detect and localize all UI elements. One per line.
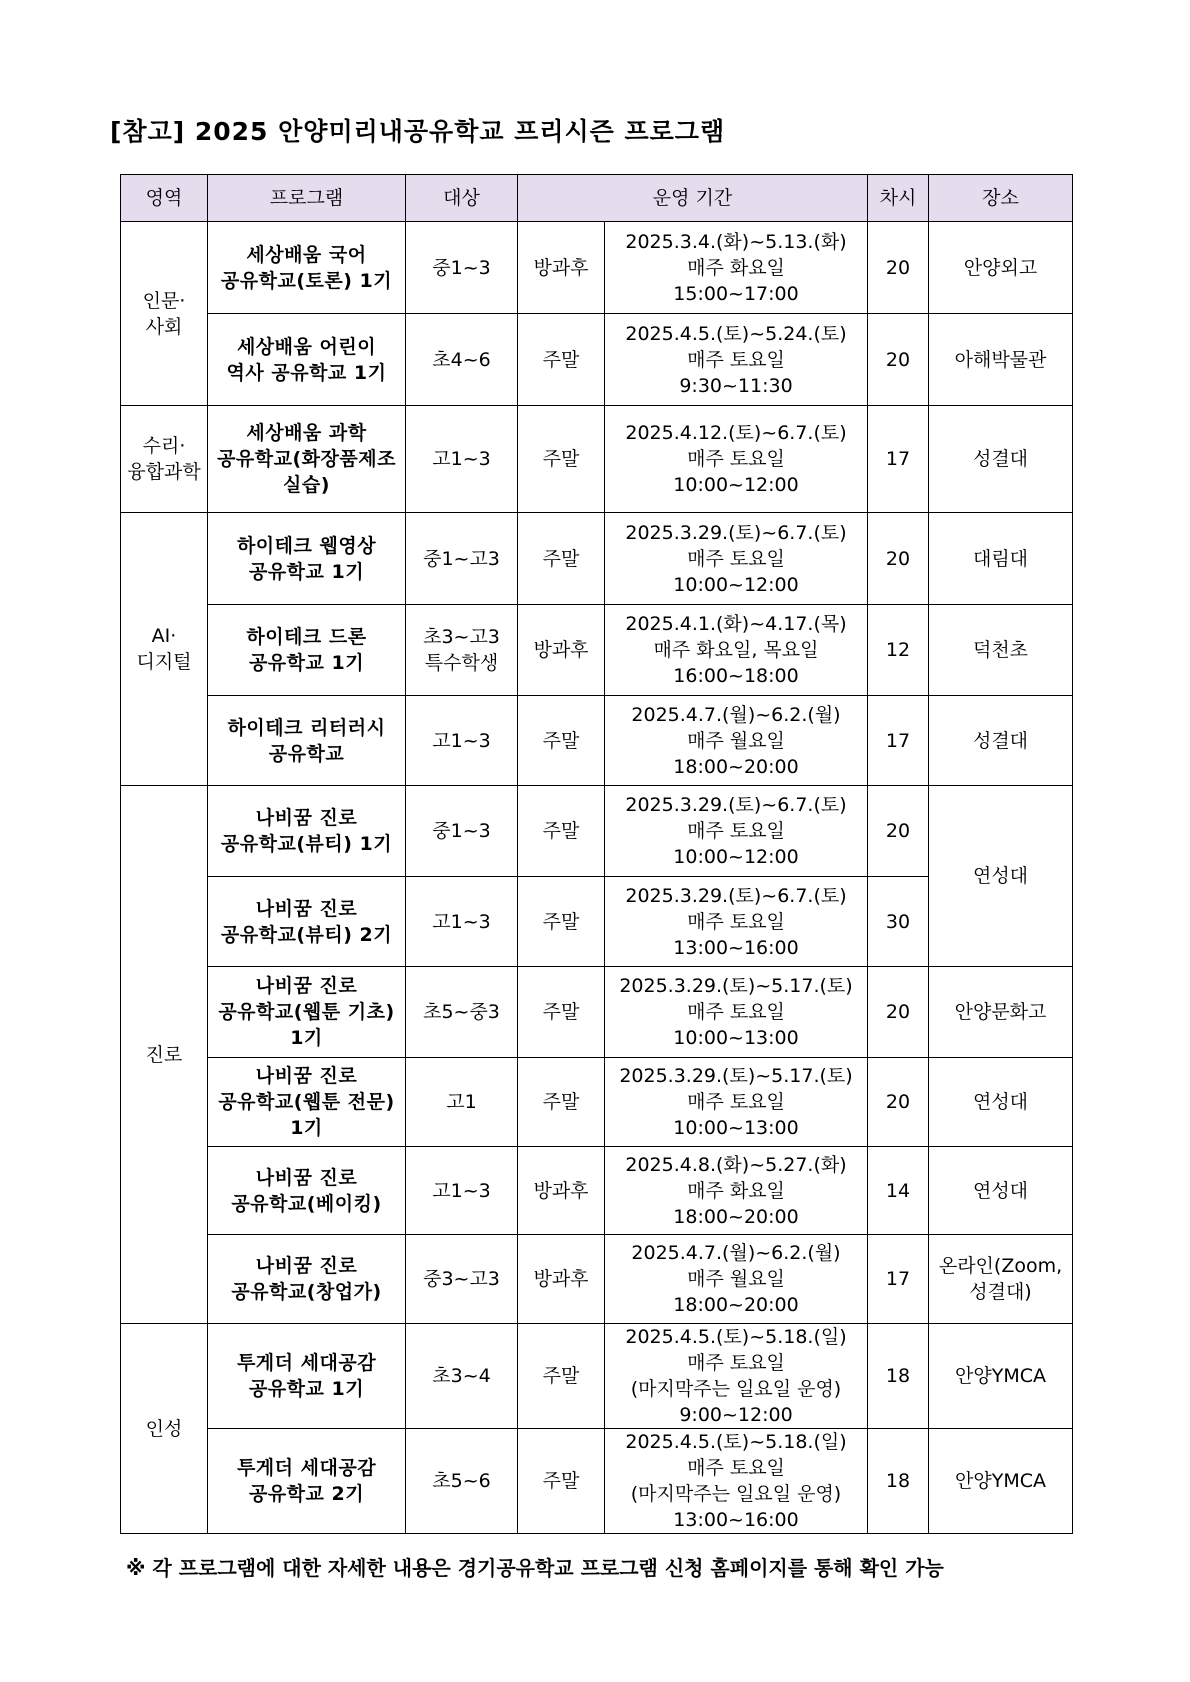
table-row xyxy=(121,1429,1073,1534)
place-cell: 연성대 xyxy=(929,1147,1073,1235)
place-cell: 아해박물관 xyxy=(929,314,1073,406)
place-cell: 안양문화고 xyxy=(929,967,1073,1058)
target-cell: 초4~6 xyxy=(406,314,518,406)
header-target: 대상 xyxy=(406,175,518,222)
period-cell: 2025.3.29.(토)~6.7.(토) 매주 토요일 10:00~12:00 xyxy=(605,513,868,605)
table-row xyxy=(121,1058,1073,1147)
place-cell: 온라인(Zoom, 성결대) xyxy=(929,1235,1073,1324)
table-row xyxy=(121,1324,1073,1429)
area-cell: AI· 디지털 xyxy=(121,513,208,786)
period-cell: 2025.4.5.(토)~5.18.(일) 매주 토요일 (마지막주는 일요일 운영) 13:00~16:00 xyxy=(605,1429,868,1534)
program-cell: 나비꿈 진로 공유학교(창업가) xyxy=(208,1235,406,1324)
period-cell: 2025.4.12.(토)~6.7.(토) 매주 토요일 10:00~12:00 xyxy=(605,406,868,513)
sessions-cell: 30 xyxy=(868,877,929,967)
type-cell: 방과후 xyxy=(518,1235,605,1324)
type-cell: 주말 xyxy=(518,1058,605,1147)
header-period: 운영 기간 xyxy=(518,175,868,222)
type-cell: 주말 xyxy=(518,1324,605,1429)
target-cell: 중1~3 xyxy=(406,222,518,314)
table-row xyxy=(121,967,1073,1058)
header-place: 장소 xyxy=(929,175,1073,222)
area-cell: 진로 xyxy=(121,786,208,1324)
header-row xyxy=(121,175,1073,222)
place-cell: 덕천초 xyxy=(929,605,1073,696)
table-row xyxy=(121,406,1073,513)
sessions-cell: 18 xyxy=(868,1324,929,1429)
type-cell: 방과후 xyxy=(518,222,605,314)
period-cell: 2025.4.1.(화)~4.17.(목) 매주 화요일, 목요일 16:00~18:00 xyxy=(605,605,868,696)
program-cell: 하이테크 웹영상 공유학교 1기 xyxy=(208,513,406,605)
period-cell: 2025.3.29.(토)~6.7.(토) 매주 토요일 10:00~12:00 xyxy=(605,786,868,877)
sessions-cell: 20 xyxy=(868,222,929,314)
table-row xyxy=(121,786,1073,877)
header-area: 영역 xyxy=(121,175,208,222)
sessions-cell: 20 xyxy=(868,314,929,406)
period-cell: 2025.3.29.(토)~5.17.(토) 매주 토요일 10:00~13:00 xyxy=(605,1058,868,1147)
sessions-cell: 20 xyxy=(868,513,929,605)
place-cell: 안양외고 xyxy=(929,222,1073,314)
table-row xyxy=(121,696,1073,786)
target-cell: 고1 xyxy=(406,1058,518,1147)
period-cell: 2025.4.5.(토)~5.18.(일) 매주 토요일 (마지막주는 일요일 운영) 9:00~12:00 xyxy=(605,1324,868,1429)
table-row xyxy=(121,513,1073,605)
place-cell: 안양YMCA xyxy=(929,1429,1073,1534)
period-cell: 2025.3.29.(토)~6.7.(토) 매주 토요일 13:00~16:00 xyxy=(605,877,868,967)
type-cell: 방과후 xyxy=(518,605,605,696)
program-cell: 세상배움 국어 공유학교(토론) 1기 xyxy=(208,222,406,314)
type-cell: 주말 xyxy=(518,314,605,406)
program-cell: 나비꿈 진로 공유학교(뷰티) 1기 xyxy=(208,786,406,877)
target-cell: 초3~4 xyxy=(406,1324,518,1429)
program-cell: 세상배움 어린이 역사 공유학교 1기 xyxy=(208,314,406,406)
type-cell: 주말 xyxy=(518,406,605,513)
program-cell: 나비꿈 진로 공유학교(뷰티) 2기 xyxy=(208,877,406,967)
place-cell: 성결대 xyxy=(929,406,1073,513)
type-cell: 주말 xyxy=(518,967,605,1058)
target-cell: 고1~3 xyxy=(406,696,518,786)
target-cell: 중1~고3 xyxy=(406,513,518,605)
sessions-cell: 14 xyxy=(868,1147,929,1235)
program-cell: 나비꿈 진로 공유학교(웹툰 기초) 1기 xyxy=(208,967,406,1058)
period-cell: 2025.4.5.(토)~5.24.(토) 매주 토요일 9:30~11:30 xyxy=(605,314,868,406)
place-cell: 성결대 xyxy=(929,696,1073,786)
area-cell: 인성 xyxy=(121,1324,208,1534)
target-cell: 고1~3 xyxy=(406,877,518,967)
type-cell: 주말 xyxy=(518,786,605,877)
type-cell: 주말 xyxy=(518,513,605,605)
program-cell: 세상배움 과학 공유학교(화장품제조 실습) xyxy=(208,406,406,513)
period-cell: 2025.4.7.(월)~6.2.(월) 매주 월요일 18:00~20:00 xyxy=(605,1235,868,1324)
place-cell: 연성대 xyxy=(929,1058,1073,1147)
program-cell: 나비꿈 진로 공유학교(베이킹) xyxy=(208,1147,406,1235)
sessions-cell: 20 xyxy=(868,786,929,877)
target-cell: 고1~3 xyxy=(406,1147,518,1235)
table-row xyxy=(121,1147,1073,1235)
type-cell: 주말 xyxy=(518,1429,605,1534)
area-cell: 수리· 융합과학 xyxy=(121,406,208,513)
place-cell: 연성대 xyxy=(929,786,1073,967)
program-table xyxy=(120,174,1073,1534)
target-cell: 고1~3 xyxy=(406,406,518,513)
footnote: ※ 각 프로그램에 대한 자세한 내용은 경기공유학교 프로그램 신청 홈페이지를 통해 확인 가능 xyxy=(126,1556,944,1580)
sessions-cell: 12 xyxy=(868,605,929,696)
sessions-cell: 17 xyxy=(868,406,929,513)
table-row xyxy=(121,222,1073,314)
area-cell: 인문· 사회 xyxy=(121,222,208,406)
period-cell: 2025.4.8.(화)~5.27.(화) 매주 화요일 18:00~20:00 xyxy=(605,1147,868,1235)
program-cell: 투게더 세대공감 공유학교 2기 xyxy=(208,1429,406,1534)
type-cell: 방과후 xyxy=(518,1147,605,1235)
program-cell: 투게더 세대공감 공유학교 1기 xyxy=(208,1324,406,1429)
sessions-cell: 18 xyxy=(868,1429,929,1534)
type-cell: 주말 xyxy=(518,696,605,786)
page-title: [참고] 2025 안양미리내공유학교 프리시즌 프로그램 xyxy=(110,117,726,146)
period-cell: 2025.3.4.(화)~5.13.(화) 매주 화요일 15:00~17:00 xyxy=(605,222,868,314)
target-cell: 초5~6 xyxy=(406,1429,518,1534)
place-cell: 안양YMCA xyxy=(929,1324,1073,1429)
sessions-cell: 20 xyxy=(868,967,929,1058)
header-program: 프로그램 xyxy=(208,175,406,222)
program-cell: 하이테크 드론 공유학교 1기 xyxy=(208,605,406,696)
sessions-cell: 17 xyxy=(868,1235,929,1324)
target-cell: 초3~고3 특수학생 xyxy=(406,605,518,696)
sessions-cell: 17 xyxy=(868,696,929,786)
table-row xyxy=(121,1235,1073,1324)
sessions-cell: 20 xyxy=(868,1058,929,1147)
header-sessions: 차시 xyxy=(868,175,929,222)
place-cell: 대림대 xyxy=(929,513,1073,605)
target-cell: 중1~3 xyxy=(406,786,518,877)
program-cell: 하이테크 리터러시 공유학교 xyxy=(208,696,406,786)
type-cell: 주말 xyxy=(518,877,605,967)
program-cell: 나비꿈 진로 공유학교(웹툰 전문) 1기 xyxy=(208,1058,406,1147)
period-cell: 2025.4.7.(월)~6.2.(월) 매주 월요일 18:00~20:00 xyxy=(605,696,868,786)
table-row xyxy=(121,314,1073,406)
period-cell: 2025.3.29.(토)~5.17.(토) 매주 토요일 10:00~13:00 xyxy=(605,967,868,1058)
target-cell: 초5~중3 xyxy=(406,967,518,1058)
target-cell: 중3~고3 xyxy=(406,1235,518,1324)
table-row xyxy=(121,605,1073,696)
